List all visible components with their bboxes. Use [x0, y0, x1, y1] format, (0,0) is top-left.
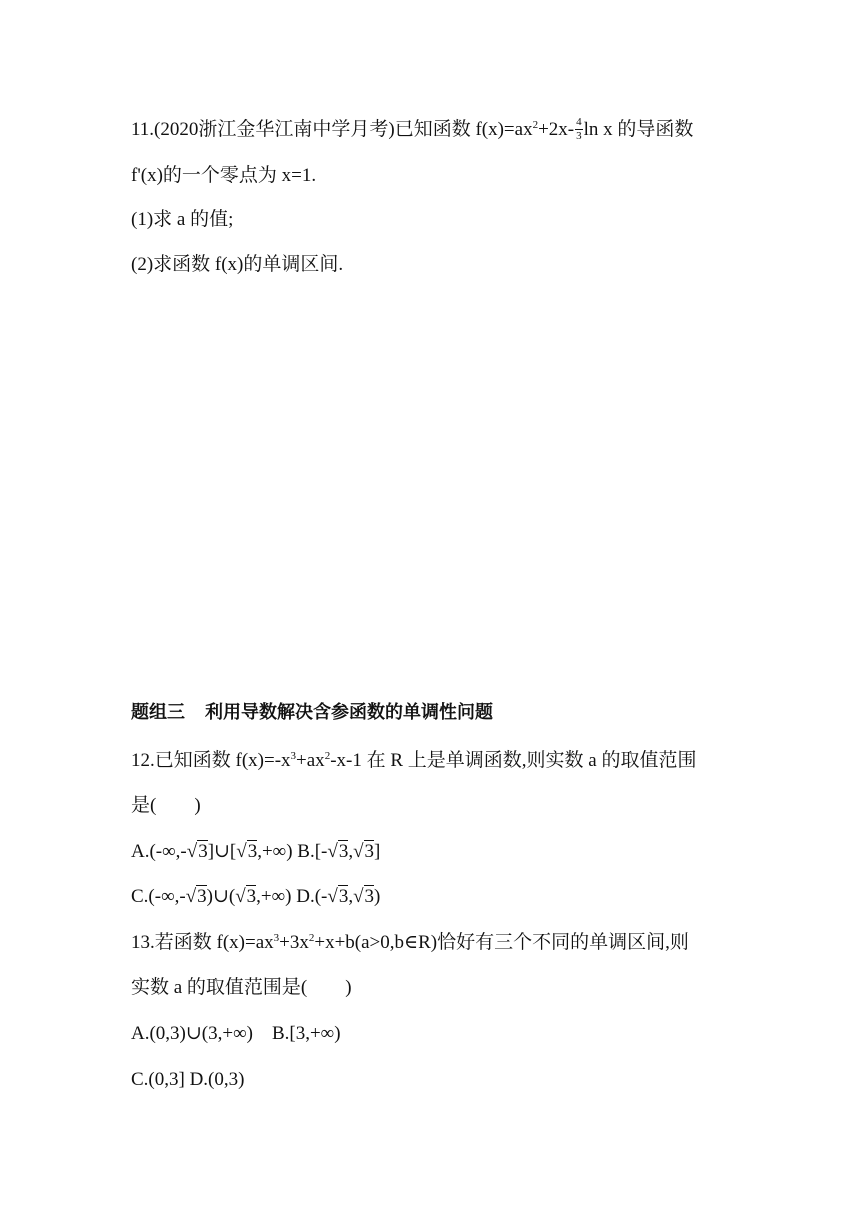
q13-line2: 实数 a 的取值范围是( ) — [131, 977, 352, 998]
q12-text-c: -x-1 在 R 上是单调函数,则实数 a 的取值范围 — [330, 750, 697, 771]
sqrt-argument: 3 — [246, 886, 257, 907]
fraction-denominator: 3 — [576, 130, 582, 142]
option-text: ]∪[ — [207, 841, 237, 862]
sqrt-argument: 3 — [338, 841, 349, 862]
q12-options-ab — [131, 842, 380, 861]
sqrt-argument: 3 — [364, 841, 374, 862]
section-heading — [131, 704, 493, 722]
q13-exponent-2: 2 — [308, 932, 315, 944]
section-label: 题组三 — [131, 702, 185, 723]
q12-line1 — [131, 751, 696, 770]
q12-exponent-2: 2 — [324, 750, 331, 762]
sqrt-symbol: √3 — [186, 841, 208, 862]
q11-text-b: +2x- — [538, 118, 575, 140]
q11-exponent: 2 — [532, 118, 539, 131]
sqrt-symbol: √3 — [327, 886, 349, 907]
sqrt-symbol: √3 — [353, 841, 374, 862]
sqrt-argument: 3 — [197, 886, 207, 907]
option-text: A.(-∞,- — [131, 841, 187, 862]
q11-part1: (1)求 a 的值; — [131, 209, 234, 230]
option-text: ,+∞) D.(- — [256, 886, 328, 907]
q13-options-cd: C.(0,3] D.(0,3) — [131, 1069, 245, 1090]
option-text: ] — [374, 841, 381, 862]
sqrt-argument: 3 — [364, 886, 374, 907]
section-title: 利用导数解决含参函数的单调性问题 — [205, 702, 493, 723]
q11-text-c: ln x 的导函数 — [583, 118, 694, 140]
fraction-numerator: 4 — [576, 116, 582, 128]
sqrt-argument: 3 — [198, 841, 208, 862]
option-text: , — [348, 886, 354, 907]
q12-line2: 是( ) — [131, 795, 201, 816]
q12-text-a: 12.已知函数 f(x)=-x — [131, 750, 291, 771]
sqrt-symbol: √3 — [353, 886, 374, 907]
sqrt-symbol: √3 — [327, 841, 349, 862]
q13-line1 — [131, 933, 689, 952]
sqrt-symbol: √3 — [235, 886, 257, 907]
q12-exponent-3: 3 — [290, 750, 297, 762]
q13-text-a: 13.若函数 f(x)=ax — [131, 932, 274, 953]
sqrt-argument: 3 — [247, 841, 258, 862]
q11-line1 — [131, 118, 693, 143]
sqrt-argument: 3 — [338, 886, 349, 907]
option-text: )∪( — [206, 886, 236, 907]
q11-fraction — [575, 117, 583, 142]
q13-text-c: +x+b(a>0,b∈R)恰好有三个不同的单调区间,则 — [314, 932, 689, 953]
option-text: , — [348, 841, 354, 862]
option-text: ) — [374, 886, 381, 907]
option-text: ,+∞) B.[- — [257, 841, 328, 862]
q13-exponent-3: 3 — [273, 932, 280, 944]
q11-line2: f'(x)的一个零点为 x=1. — [131, 165, 317, 186]
q11-text-a: 11.(2020浙江金华江南中学月考)已知函数 f(x)=ax — [131, 118, 533, 140]
option-text: C.(-∞,- — [131, 886, 186, 907]
q11-part2: (2)求函数 f(x)的单调区间. — [131, 254, 344, 275]
sqrt-symbol: √3 — [236, 841, 258, 862]
q13-text-b: +3x — [279, 932, 309, 953]
q12-text-b: +ax — [296, 750, 325, 771]
q13-options-ab: A.(0,3)∪(3,+∞) B.[3,+∞) — [131, 1023, 341, 1044]
q12-options-cd — [131, 887, 380, 906]
sqrt-symbol: √3 — [185, 886, 207, 907]
